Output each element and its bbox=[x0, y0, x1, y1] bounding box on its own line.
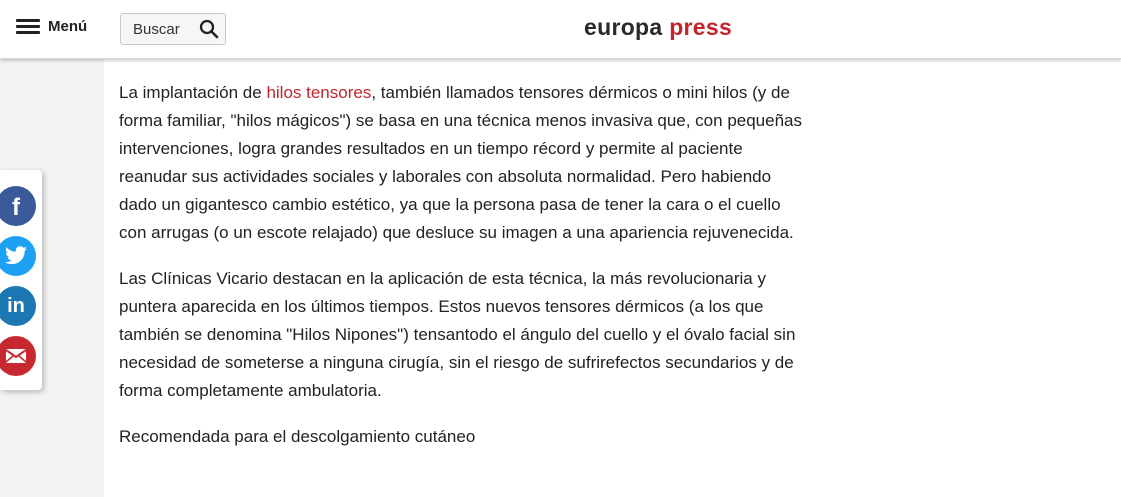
share-twitter-button[interactable] bbox=[0, 236, 36, 276]
paragraph-1-end: , también llamados tensores dérmicos o mini hilos (y de forma familiar, "hilos mágicos") se basa en una técnica menos invasiva que, con pequeñas intervenciones, logra grandes resultados en un tiempo récord y permite al paciente reanudar sus actividades sociales y laborales con absoluta normalidad. Pero habiendo dado un gigantesco cambio estético, ya que la persona pasa de tener la cara o el cuello con arrugas (o un escote relajado) que desluce su imagen a una apariencia rejuvenecida. bbox=[119, 83, 802, 242]
facebook-icon: f bbox=[12, 193, 20, 221]
menu-label: Menú bbox=[48, 18, 88, 35]
share-linkedin-button[interactable] bbox=[0, 286, 36, 326]
email-icon bbox=[5, 348, 27, 364]
twitter-icon bbox=[4, 246, 28, 266]
hilos-tensores-link[interactable]: hilos tensores bbox=[266, 83, 372, 102]
paragraph-3: Recomendada para el descolgamiento cutáneo bbox=[119, 427, 476, 446]
search-icon bbox=[199, 19, 219, 39]
share-bar bbox=[0, 170, 42, 390]
share-facebook-button[interactable] bbox=[0, 186, 36, 226]
top-bar bbox=[0, 0, 1121, 59]
search-input[interactable] bbox=[121, 14, 201, 44]
logo[interactable] bbox=[584, 14, 732, 41]
search-button[interactable] bbox=[199, 19, 219, 39]
search-box bbox=[120, 13, 226, 45]
hamburger-icon bbox=[16, 19, 40, 35]
article-content bbox=[119, 79, 809, 469]
logo-part-europa: europa bbox=[584, 14, 663, 40]
logo-part-press: press bbox=[669, 14, 733, 40]
paragraph-1 bbox=[119, 79, 809, 247]
paragraph-2: Las Clínicas Vicario destacan en la aplicación de esta técnica, la más revolucionaria y puntera aparecida en los últimos tiempos. Estos nuevos tensores dérmicos (a los que también se denomina "Hilos Nipones") tensantodo el ángulo del cuello y el óvalo facial sin necesidad de someterse a ninguna cirugía, sin el riesgo de sufrirefectos secundarios y de forma completamente ambulatoria. bbox=[119, 269, 796, 400]
menu-button[interactable] bbox=[16, 18, 87, 35]
linkedin-icon: in bbox=[7, 294, 25, 317]
share-email-button[interactable] bbox=[0, 336, 36, 376]
paragraph-1-start: La implantación de bbox=[119, 83, 267, 102]
